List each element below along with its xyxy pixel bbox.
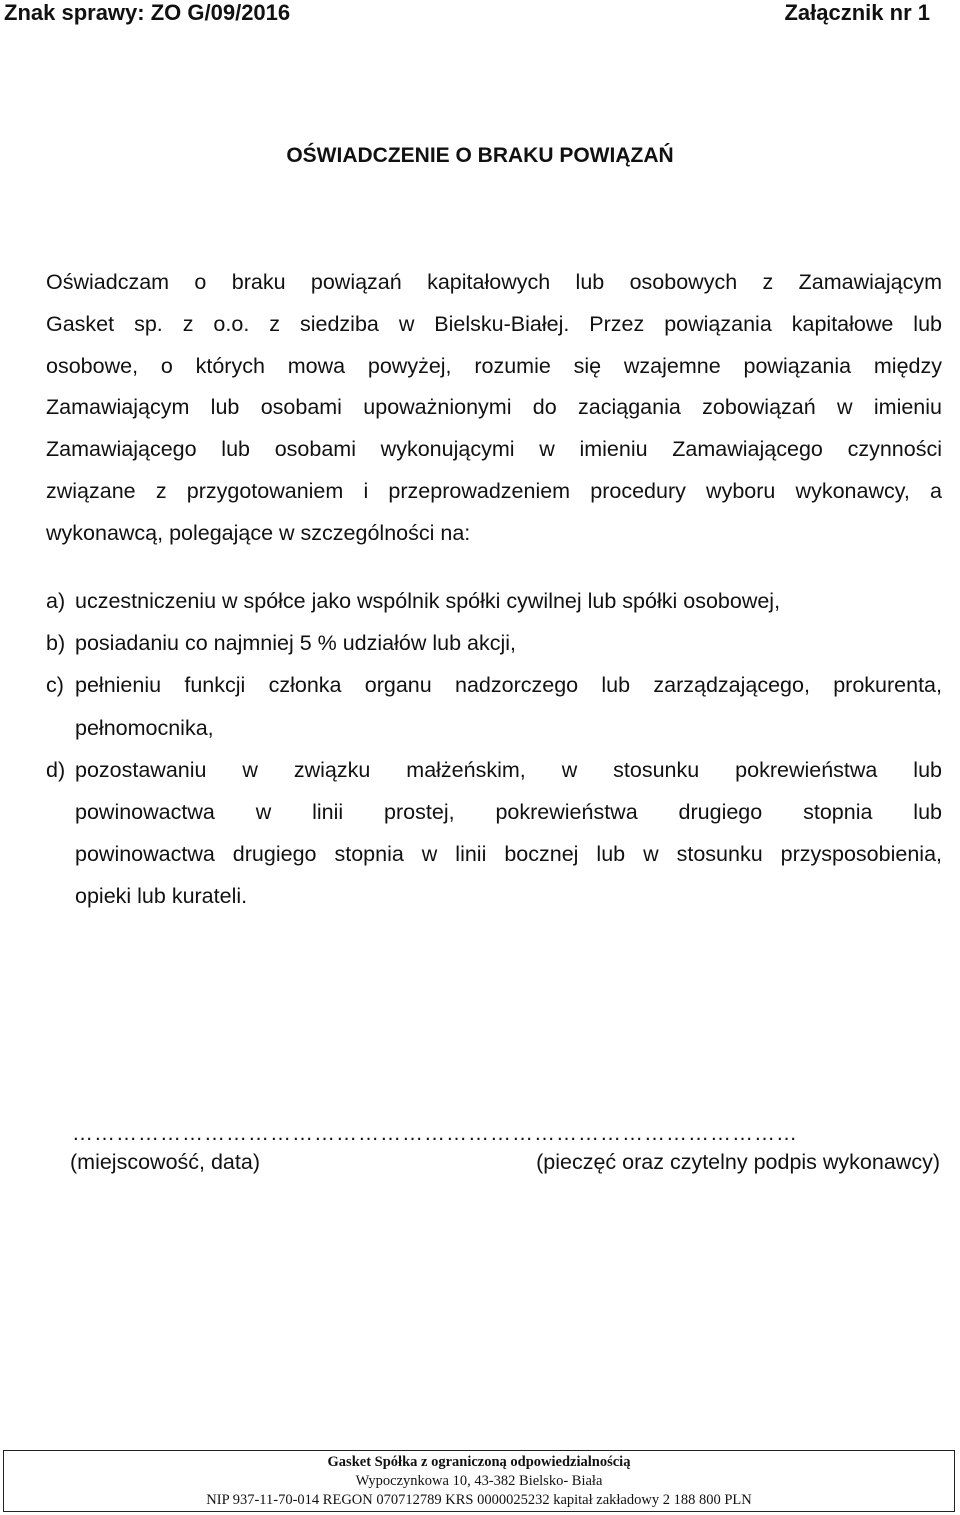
attachment-number: Załącznik nr 1 [784, 0, 930, 25]
document-title: OŚWIADCZENIE O BRAKU POWIĄZAŃ [286, 144, 674, 167]
relationship-list [46, 580, 942, 918]
paragraph-line: Zamawiającym lub osobami upoważnionymi do zaciągania zobowiązań w imieniu [46, 395, 942, 420]
list-item-text: uczestniczeniu w spółce jako wspólnik spółki cywilnej lub spółki osobowej, [75, 589, 781, 613]
list-item [46, 664, 942, 748]
footer-company-name: Gasket Spółka z ograniczoną odpowiedzialnością [327, 1454, 631, 1470]
list-item [46, 622, 942, 664]
declaration-paragraph [46, 262, 942, 555]
list-item-text: opieki lub kurateli. [75, 884, 248, 909]
signature-dotted-line: ……………………………………………………………………………………… [72, 1122, 798, 1145]
list-item-marker: b) [46, 631, 66, 656]
paragraph-line: wykonawcą, polegające w szczególności na: [46, 520, 471, 545]
paragraph-line: Zamawiającego lub osobami wykonującymi w imieniu Zamawiającego czynności [46, 437, 942, 462]
list-item-text: powinowactwa drugiego stopnia w linii bocznej lub w stosunku przysposobienia, [75, 842, 942, 867]
paragraph-line: Gasket sp. z o.o. z siedziba w Bielsku-Białej. Przez powiązania kapitałowe lub [46, 311, 942, 336]
paragraph-line: Oświadczam o braku powiązań kapitałowych lub osobowych z Zamawiającym [46, 270, 942, 294]
stamp-signature-caption: (pieczęć oraz czytelny podpis wykonawcy) [536, 1150, 940, 1174]
list-item-text: pełnieniu funkcji członka organu nadzorczego lub zarządzającego, prokurenta, [75, 673, 942, 698]
list-item [46, 749, 942, 918]
paragraph-line: związane z przygotowaniem i przeprowadzeniem procedury wyboru wykonawcy, a [46, 478, 942, 503]
list-item [46, 580, 942, 622]
footer-address: Wypoczynkowa 10, 43-382 Bielsko- Biała [355, 1473, 603, 1489]
list-item-text: pozostawaniu w związku małżeńskim, w stosunku pokrewieństwa lub [75, 757, 942, 782]
list-item-marker: d) [46, 757, 66, 782]
company-footer [3, 1450, 955, 1512]
footer-registry: NIP 937-11-70-014 REGON 070712789 KRS 0000025232 kapitał zakładowy 2 188 800 PLN [206, 1492, 752, 1508]
place-date-caption: (miejscowość, data) [70, 1150, 260, 1174]
list-item-text: powinowactwa w linii prostej, pokrewieństwa drugiego stopnia lub [75, 800, 942, 825]
list-item-marker: a) [46, 589, 66, 613]
list-item-text: pełnomocnika, [75, 715, 214, 740]
list-item-marker: c) [46, 673, 64, 698]
paragraph-line: osobowe, o których mowa powyżej, rozumie się wzajemne powiązania między [46, 353, 942, 378]
list-item-text: posiadaniu co najmniej 5 % udziałów lub akcji, [75, 631, 517, 656]
case-reference: Znak sprawy: ZO G/09/2016 [4, 0, 291, 25]
